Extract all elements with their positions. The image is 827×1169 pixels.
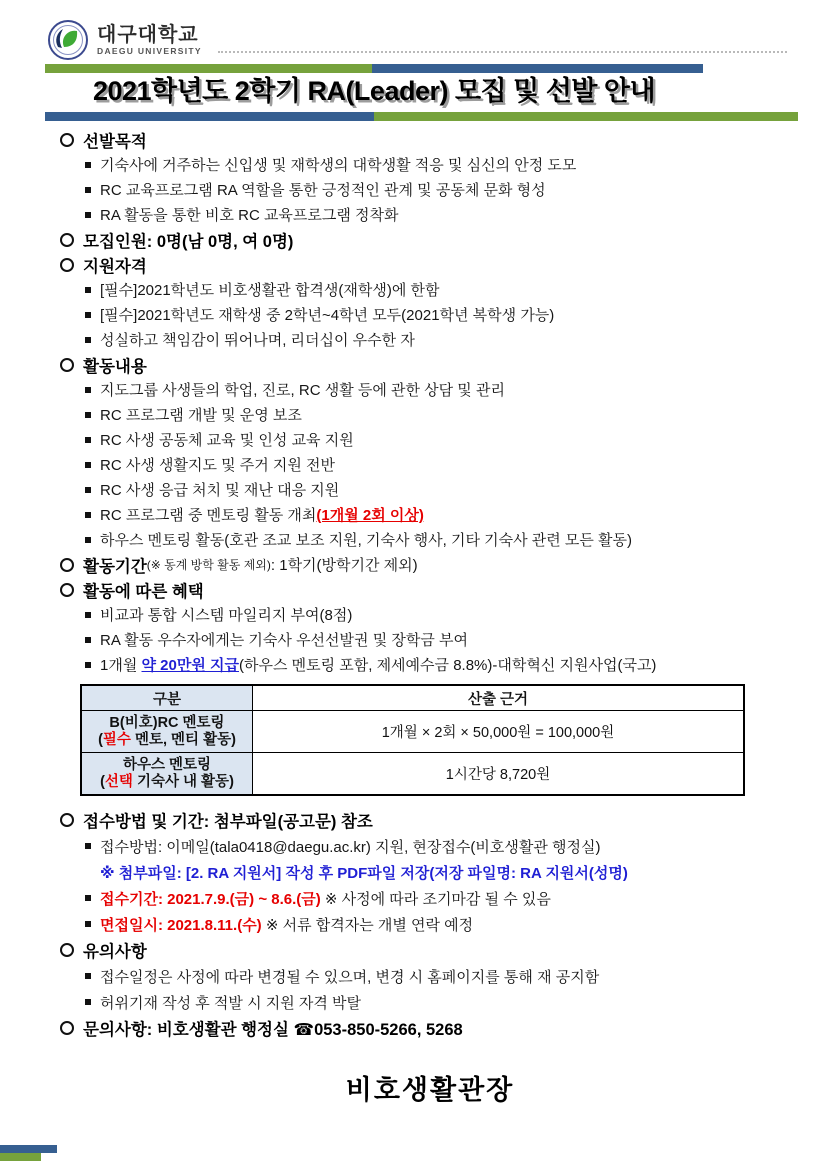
text-run: 기숙사 내 활동) [132, 773, 234, 790]
title-bar-bottom-blue-segment [45, 112, 374, 121]
section-heading [60, 252, 800, 277]
bullet-square-icon [85, 462, 91, 468]
bullet-item [60, 989, 800, 1015]
text-run: 면접일시: 2021.8.11.(수) [100, 916, 262, 934]
text-run: 지도그룹 사생들의 학업, 진로, RC 생활 등에 관한 상담 및 관리 [100, 382, 505, 399]
basis-value: 1시간당 8,720원 [253, 753, 745, 796]
text-run: (하우스 멘토링 포함, 제세예수금 8.8%)-대학혁신 지원사업(국고) [238, 657, 657, 674]
body-lines-bottom [60, 807, 800, 1041]
section-circle-icon [60, 1021, 74, 1035]
bullet-item [60, 452, 800, 477]
text-run: RA 활동을 통한 비호 RC 교육프로그램 정착화 [100, 207, 399, 224]
section-heading [60, 937, 800, 963]
text-run: 선발목적 [83, 132, 147, 151]
text-run: RC 사생 응급 처치 및 재난 대응 지원 [100, 482, 340, 499]
text-run: RC 프로그램 중 멘토링 활동 개최 [100, 507, 317, 524]
text-run: RA 활동 우수자에게는 기숙사 우선선발권 및 장학금 부여 [100, 632, 468, 649]
section-heading [60, 227, 800, 252]
bullet-square-icon [85, 999, 91, 1005]
bullet-square-icon [85, 312, 91, 318]
bullet-item [60, 627, 800, 652]
row-label-line1: 하우스 멘토링 [122, 756, 212, 773]
bullet-square-icon [85, 512, 91, 518]
text-run: 활동내용 [83, 357, 147, 376]
university-logo [48, 20, 789, 60]
text-run: 활동에 따른 혜택 [83, 582, 204, 601]
bullet-item [60, 833, 800, 859]
bullet-square-icon [85, 537, 91, 543]
row-label-line1: B(비호)RC 멘토링 [109, 714, 225, 731]
bullet-item [60, 477, 800, 502]
bullet-item [60, 963, 800, 989]
text-run: RC 사생 공동체 교육 및 인성 교육 지원 [100, 432, 354, 449]
text-run: : 1학기(방학기간 제외) [270, 557, 418, 574]
bullet-square-icon [85, 895, 91, 901]
bullet-item [60, 911, 800, 937]
text-run: 접수일정은 사정에 따라 변경될 수 있으며, 변경 시 홈페이지를 통해 재 공지함 [100, 968, 600, 986]
text-run: 문의사항: 비호생활관 행정실 ☎053-850-5266, 5268 [83, 1021, 463, 1039]
title-bar-bottom [45, 112, 798, 121]
bullet-item [60, 652, 800, 677]
bullet-square-icon [85, 212, 91, 218]
text-run: 기숙사에 거주하는 신입생 및 재학생의 대학생활 적응 및 심신의 안정 도모 [100, 157, 577, 174]
section-heading [60, 577, 800, 602]
footer-bar-blue [0, 1145, 57, 1153]
section-heading [60, 552, 800, 577]
text-run: (1개월 2회 이상) [316, 507, 424, 524]
text-run: ( [98, 731, 103, 748]
table-row [81, 753, 744, 796]
table-header-row [81, 685, 744, 711]
section-heading [60, 127, 800, 152]
header-dotted-rule [218, 50, 787, 53]
text-run: 약 20만원 지급 [141, 657, 239, 674]
bullet-square-icon [85, 337, 91, 343]
bullet-square-icon [85, 287, 91, 293]
body-lines-top [60, 127, 800, 677]
text-run: 접수방법 및 기간: 첨부파일(공고문) 참조 [83, 813, 373, 831]
text-run: 접수기간: 2021.7.9.(금) ~ 8.6.(금) [100, 890, 321, 908]
section-circle-icon [60, 233, 74, 247]
title-bar-bottom-green-segment [374, 112, 798, 121]
university-name-en: DAEGU UNIVERSITY [97, 46, 202, 56]
text-run: 접수방법: 이메일(tala0418@daegu.ac.kr) 지원, 현장접수(비호생활관 행정실) [100, 838, 601, 856]
signature: 비호생활관장 [345, 1075, 515, 1105]
bullet-square-icon [85, 187, 91, 193]
text-run: 하우스 멘토링 활동(호관 조교 보조 지원, 기숙사 행사, 기타 기숙사 관련 모든 활동) [100, 532, 633, 549]
bullet-square-icon [85, 843, 91, 849]
text-run: ※ 사정에 따라 조기마감 될 수 있음 [320, 890, 551, 908]
bullet-square-icon [85, 487, 91, 493]
text-run: 성실하고 책임감이 뛰어나며, 리더십이 우수한 자 [100, 332, 415, 349]
bullet-item [60, 377, 800, 402]
bullet-item [60, 277, 800, 302]
bullet-square-icon [85, 921, 91, 927]
text-run: RC 사생 생활지도 및 주거 지원 전반 [100, 457, 336, 474]
text-run: (※ 동계 방학 활동 제외) [146, 558, 271, 572]
bullet-item [60, 527, 800, 552]
text-run: RC 교육프로그램 RA 역할을 통한 긍정적인 관계 및 공동체 문화 형성 [100, 182, 546, 199]
payment-calculation-table [80, 684, 745, 796]
bullet-square-icon [85, 637, 91, 643]
university-name: 대구대학교 [97, 24, 199, 46]
bullet-item [60, 302, 800, 327]
text-run: [필수]2021학년도 비호생활관 합격생(재학생)에 한함 [100, 282, 440, 299]
bullet-square-icon [85, 437, 91, 443]
text-run: 멘토, 멘티 활동) [130, 731, 236, 748]
footer-bar-green [0, 1153, 41, 1161]
bullet-item [60, 152, 800, 177]
section-circle-icon [60, 358, 74, 372]
section-circle-icon [60, 583, 74, 597]
text-run: 유의사항 [83, 943, 147, 961]
row-label-house-mentoring [81, 753, 253, 796]
section-circle-icon [60, 133, 74, 147]
bullet-square-icon [85, 387, 91, 393]
document-body [60, 127, 800, 1107]
section-circle-icon [60, 943, 74, 957]
section-heading [60, 807, 800, 833]
bullet-square-icon [85, 973, 91, 979]
bullet-square-icon [85, 612, 91, 618]
row-label-rc-mentoring [81, 711, 253, 753]
university-emblem-icon [48, 20, 88, 60]
section-circle-icon [60, 813, 74, 827]
text-run: 활동기간 [83, 557, 147, 576]
bullet-item [60, 177, 800, 202]
bullet-square-icon [85, 162, 91, 168]
bullet-item [60, 327, 800, 352]
bullet-item [60, 402, 800, 427]
text-run: ( [100, 773, 105, 790]
section-heading [60, 352, 800, 377]
table-header-category: 구분 [81, 685, 253, 711]
row-label-line2 [82, 732, 252, 749]
bullet-item [60, 427, 800, 452]
bullet-square-icon [85, 662, 91, 668]
text-run: ※ 첨부파일: [2. RA 지원서] 작성 후 PDF파일 저장(저장 파일명: RA 지원서(성명) [100, 864, 628, 882]
section-circle-icon [60, 258, 74, 272]
optional-word: 선택 [104, 773, 133, 790]
university-name-block [97, 24, 202, 56]
bullet-item [60, 602, 800, 627]
text-run: [필수]2021학년도 재학생 중 2학년~4학년 모두(2021학년 복학생 가능) [100, 307, 555, 324]
section-circle-icon [60, 558, 74, 572]
basis-value: 1개월 × 2회 × 50,000원 = 100,000원 [253, 711, 745, 753]
text-run: RC 프로그램 개발 및 운영 보조 [100, 407, 302, 424]
row-label-line2 [82, 774, 252, 791]
bullet-square-icon [85, 412, 91, 418]
bullet-item [60, 885, 800, 911]
text-run: 허위기재 작성 후 적발 시 지원 자격 박탈 [100, 994, 362, 1012]
section-heading [60, 1015, 800, 1041]
text-run: 모집인원: 0명(남 0명, 여 0명) [83, 232, 294, 251]
bullet-item [60, 202, 800, 227]
text-run: 지원자격 [83, 257, 147, 276]
table-row [81, 711, 744, 753]
text-run: ※ 서류 합격자는 개별 연락 예정 [261, 916, 474, 934]
text-run: 비교과 통합 시스템 마일리지 부여(8점) [100, 607, 353, 624]
required-word: 필수 [102, 731, 131, 748]
table-header-basis: 산출 근거 [253, 685, 745, 711]
bullet-item [60, 502, 800, 527]
note-item [60, 859, 800, 885]
document-title: 2021학년도 2학기 RA(Leader) 모집 및 선발 안내 [92, 76, 656, 106]
text-run: 1개월 [100, 657, 142, 674]
